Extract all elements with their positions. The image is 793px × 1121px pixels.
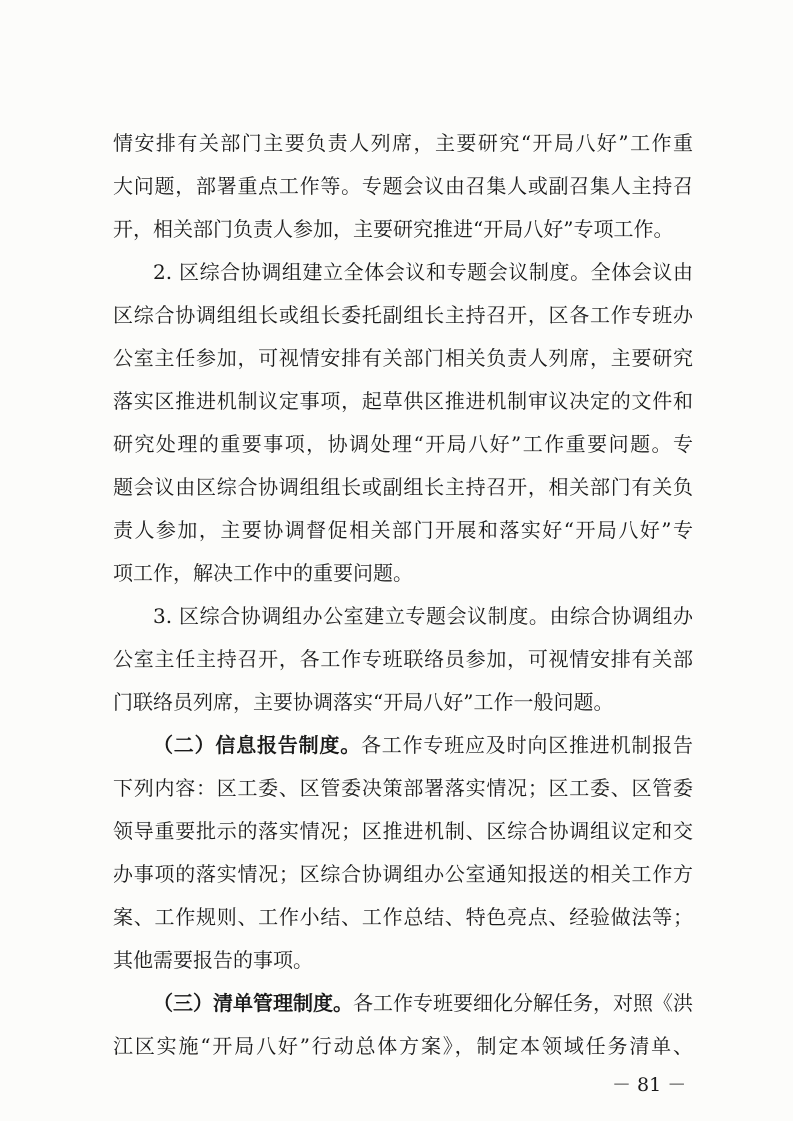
text-line: 案、工作规则、工作小结、工作总结、特色亮点、经验做法等；: [113, 905, 693, 929]
text-line: 2. 区综合协调组建立全体会议和专题会议制度。全体会议由: [153, 260, 693, 284]
text-line: 江区实施“开局八好”行动总体方案》，制定本领域任务清单、: [113, 1034, 693, 1058]
text-line: 公室主任参加，可视情安排有关部门相关负责人列席，主要研究: [113, 346, 693, 370]
text-segment: 各工作专班要细化分解任务，对照《洪: [353, 991, 693, 1015]
section-heading: （三）清单管理制度。: [153, 991, 353, 1015]
text-line: 3. 区综合协调组办公室建立专题会议制度。由综合协调组办: [153, 604, 693, 628]
text-line: 大问题，部署重点工作等。专题会议由召集人或副召集人主持召: [113, 174, 693, 198]
text-line: 研究处理的重要事项，协调处理“开局八好”工作重要问题。专: [113, 432, 693, 456]
section-heading-line: [153, 983, 693, 1023]
section-heading-line: [153, 725, 693, 765]
text-line: 情安排有关部门主要负责人列席，主要研究“开局八好”工作重: [113, 131, 693, 155]
text-line: 题会议由区综合协调组组长或副组长主持召开，相关部门有关负: [113, 475, 693, 499]
text-line: 下列内容：区工委、区管委决策部署落实情况；区工委、区管委: [113, 776, 693, 800]
text-line: 区综合协调组组长或组长委托副组长主持召开，区各工作专班办: [113, 303, 693, 327]
text-line: 办事项的落实情况；区综合协调组办公室通知报送的相关工作方: [113, 862, 693, 886]
text-line: 门联络员列席，主要协调落实“开局八好”工作一般问题。: [113, 690, 614, 714]
text-line: 落实区推进机制议定事项，起草供区推进机制审议决定的文件和: [113, 389, 693, 413]
text-line: 项工作，解决工作中的重要问题。: [113, 561, 413, 585]
text-line: 公室主任主持召开，各工作专班联络员参加，可视情安排有关部: [113, 647, 693, 671]
text-line: 开，相关部门负责人参加，主要研究推进“开局八好”专项工作。: [113, 217, 674, 241]
page-number: － 81 －: [612, 1074, 687, 1096]
text-line: 责人参加，主要协调督促相关部门开展和落实好“开局八好”专: [113, 518, 693, 542]
text-line: 其他需要报告的事项。: [113, 948, 313, 972]
text-segment: 各工作专班应及时向区推进机制报告: [361, 733, 693, 757]
text-line: 领导重要批示的落实情况；区推进机制、区综合协调组议定和交: [113, 819, 693, 843]
section-heading: （二）信息报告制度。: [153, 733, 361, 757]
